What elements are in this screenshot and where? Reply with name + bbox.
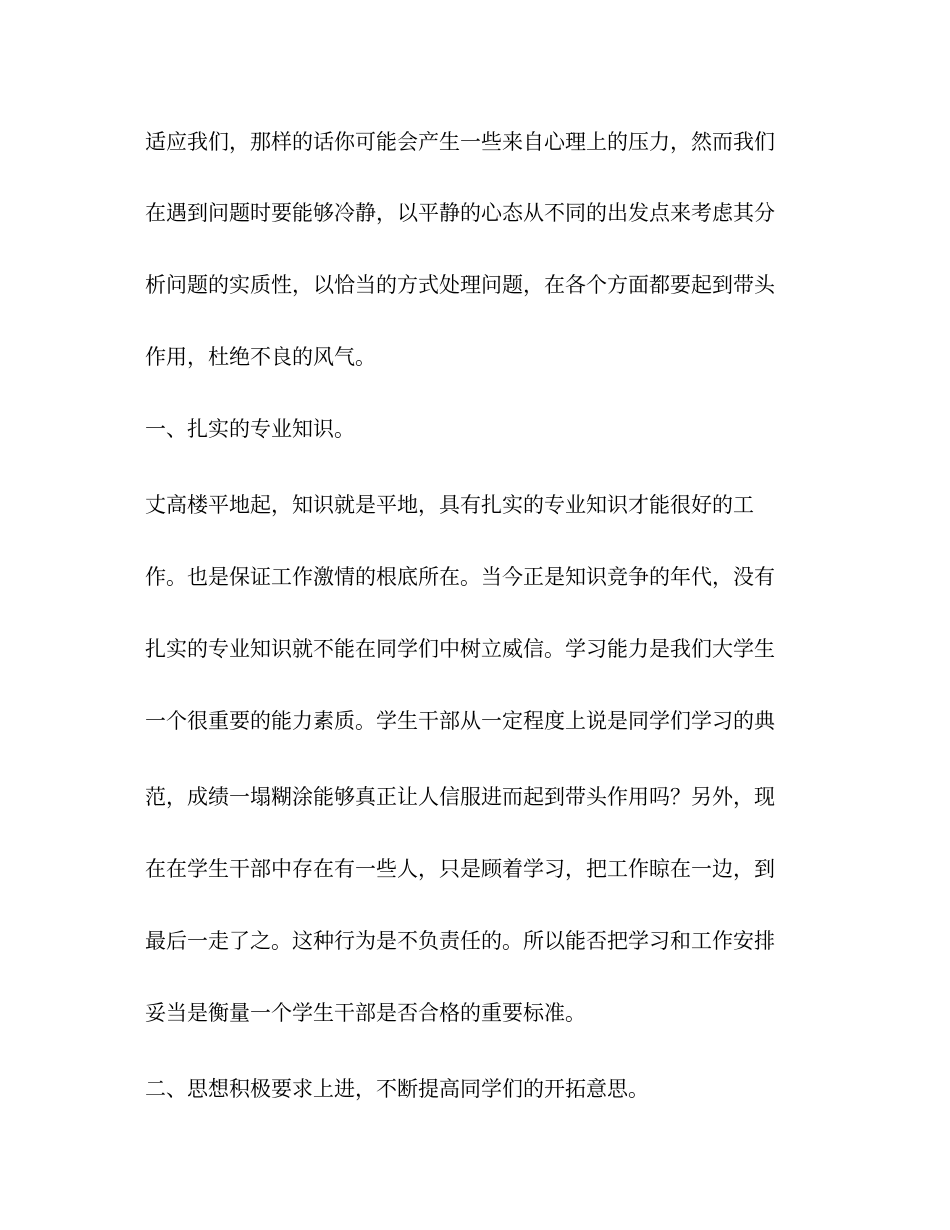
section-heading: 一、扎实的专业知识。 <box>145 417 355 441</box>
paragraph-line: 扎实的专业知识就不能在同学们中树立威信。学习能力是我们大学生 <box>145 637 775 661</box>
paragraph-line: 作用，杜绝不良的风气。 <box>145 345 376 369</box>
paragraph-line: 析问题的实质性，以恰当的方式处理问题，在各个方面都要起到带头 <box>145 273 775 297</box>
paragraph-line: 妥当是衡量一个学生干部是否合格的重要标准。 <box>145 1001 586 1025</box>
paragraph-line: 丈高楼平地起，知识就是平地，具有扎实的专业知识才能很好的工 <box>145 493 754 517</box>
paragraph-line: 最后一走了之。这种行为是不负责任的。所以能否把学习和工作安排 <box>145 929 775 953</box>
paragraph-line: 范，成绩一塌糊涂能够真正让人信服进而起到带头作用吗？另外，现 <box>145 785 775 809</box>
paragraph-line: 一个很重要的能力素质。学生干部从一定程度上说是同学们学习的典 <box>145 709 775 733</box>
paragraph-line: 在遇到问题时要能够冷静，以平静的心态从不同的出发点来考虑其分 <box>145 201 775 225</box>
section-heading: 二、思想积极要求上进，不断提高同学们的开拓意思。 <box>145 1077 649 1101</box>
paragraph-line: 适应我们，那样的话你可能会产生一些来自心理上的压力，然而我们 <box>145 130 775 154</box>
paragraph-line: 在在学生干部中存在有一些人，只是顾着学习，把工作晾在一边，到 <box>145 857 775 881</box>
paragraph-line: 作。也是保证工作激情的根底所在。当今正是知识竞争的年代，没有 <box>145 565 775 589</box>
